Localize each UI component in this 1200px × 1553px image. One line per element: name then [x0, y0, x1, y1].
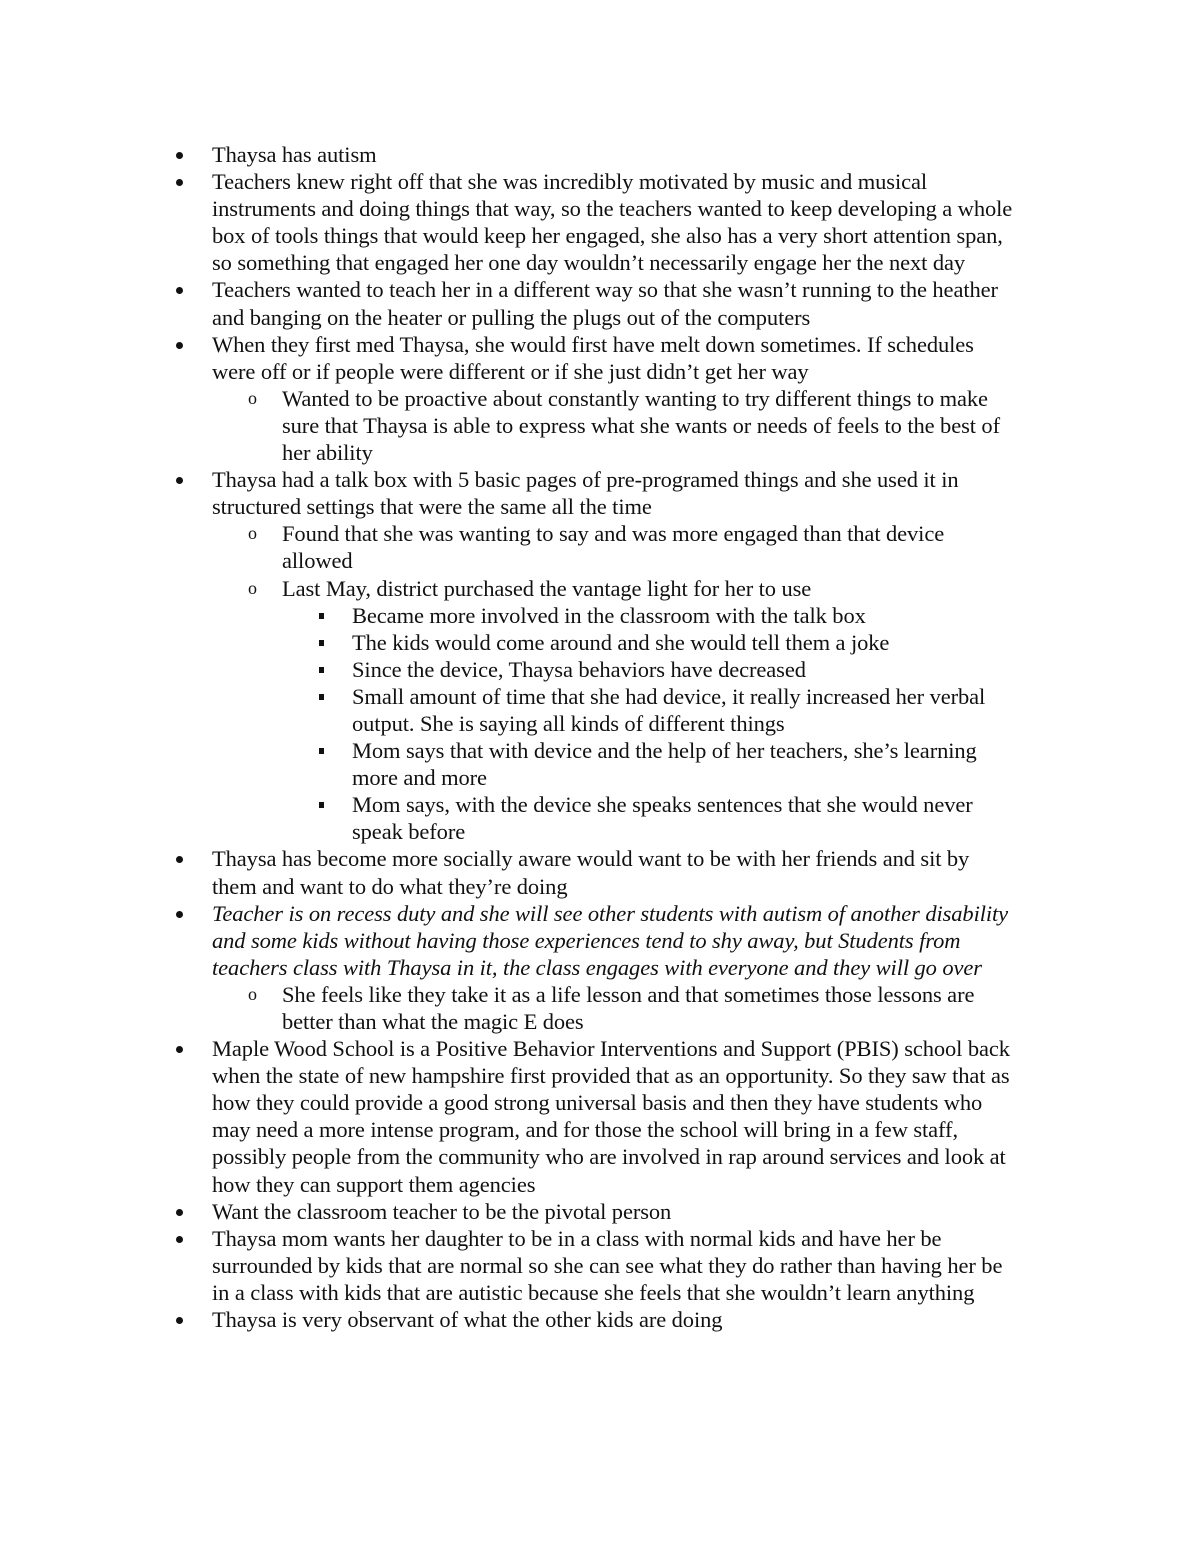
- bullet-icon: [175, 845, 185, 872]
- list-line: [175, 439, 1075, 466]
- list-line: [175, 520, 1075, 547]
- line-text: Thaysa is very observant of what the other kids are doing: [212, 1307, 723, 1333]
- list-line: [175, 1171, 1075, 1198]
- line-text: Thaysa mom wants her daughter to be in a class with normal kids and have her be: [212, 1225, 942, 1251]
- list-line: [175, 873, 1075, 900]
- line-text: teachers class with Thaysa in it, the class engages with everyone and they will go over: [212, 954, 982, 980]
- list-line: [175, 764, 1075, 791]
- line-text: Mom says that with device and the help of her teachers, she’s learning: [352, 738, 977, 764]
- list-line: [175, 656, 1075, 683]
- line-text: Teachers knew right off that she was incredibly motivated by music and musical: [212, 169, 928, 195]
- bullet-icon: [175, 276, 185, 303]
- list-line: [175, 1143, 1075, 1170]
- list-line: [175, 1252, 1075, 1279]
- bullet-icon: [175, 1306, 185, 1333]
- list-line: [175, 629, 1075, 656]
- list-line: [175, 683, 1075, 710]
- list-line: [175, 1089, 1075, 1116]
- line-text: Small amount of time that she had device, it really increased her verbal: [352, 683, 986, 709]
- sub-bullet-marker: o: [248, 523, 257, 544]
- list-line: [175, 466, 1075, 493]
- line-text: speak before: [352, 819, 466, 845]
- line-text: Thaysa has autism: [212, 142, 377, 167]
- line-text: She feels like they take it as a life lesson and that sometimes those lessons are: [282, 981, 975, 1007]
- list-line: [175, 222, 1075, 249]
- bullet-icon: [175, 331, 185, 358]
- list-line: [175, 141, 1075, 168]
- list-line: [175, 1279, 1075, 1306]
- line-text: structured settings that were the same all the time: [212, 494, 652, 520]
- square-bullet-icon: [318, 629, 328, 656]
- line-text: may need a more intense program, and for those the school will bring in a few staff,: [212, 1117, 958, 1143]
- list-line: [175, 547, 1075, 574]
- line-text: and banging on the heater or pulling the plugs out of the computers: [212, 304, 811, 330]
- bullet-icon: [175, 168, 185, 195]
- line-text: Wanted to be proactive about constantly wanting to try different things to make: [282, 385, 988, 411]
- line-text: box of tools things that would keep her engaged, she also has a very short attention span,: [212, 223, 1003, 249]
- list-line: [175, 195, 1075, 222]
- line-text: allowed: [282, 548, 353, 574]
- line-text: surrounded by kids that are normal so she can see what they do rather than having her be: [212, 1252, 1003, 1278]
- bullet-icon: [175, 900, 185, 927]
- list-line: [175, 331, 1075, 358]
- list-line: [175, 1062, 1075, 1089]
- list-line: [175, 981, 1075, 1008]
- list-line: [175, 710, 1075, 737]
- square-bullet-icon: [318, 656, 328, 683]
- list-line: [175, 927, 1075, 954]
- line-text: how they could provide a good strong universal basis and then they have students who: [212, 1090, 983, 1116]
- line-text: were off or if people were different or if she just didn’t get her way: [212, 358, 809, 384]
- line-text: Found that she was wanting to say and was more engaged than that device: [282, 521, 945, 547]
- list-line: [175, 737, 1075, 764]
- line-text: Since the device, Thaysa behaviors have decreased: [352, 656, 806, 682]
- line-text: Became more involved in the classroom with the talk box: [352, 602, 866, 628]
- line-text: Teachers wanted to teach her in a different way so that she wasn’t running to the heather: [212, 277, 998, 303]
- list-line: [175, 575, 1075, 602]
- bullet-icon: [175, 1035, 185, 1062]
- sub-bullet-marker: o: [248, 387, 257, 408]
- line-text: and some kids without having those experiences tend to shy away, but Students from: [212, 927, 961, 953]
- line-text: more and more: [352, 765, 487, 791]
- square-bullet-icon: [318, 683, 328, 710]
- list-line: [175, 412, 1075, 439]
- line-text: them and want to do what they’re doing: [212, 873, 568, 899]
- square-bullet-icon: [318, 791, 328, 818]
- bullet-icon: [175, 466, 185, 493]
- line-text: better than what the magic E does: [282, 1009, 584, 1034]
- list-line: [175, 900, 1075, 927]
- list-line: [175, 1035, 1075, 1062]
- list-line: [175, 845, 1075, 872]
- list-line: [175, 249, 1075, 276]
- list-line: [175, 1306, 1075, 1333]
- sub-bullet-marker: o: [248, 983, 257, 1004]
- bullet-icon: [175, 1225, 185, 1252]
- list-line: [175, 602, 1075, 629]
- line-text: how they can support them agencies: [212, 1171, 536, 1197]
- bullet-icon: [175, 1198, 185, 1225]
- list-line: [175, 1198, 1075, 1225]
- bullet-icon: [175, 141, 185, 168]
- list-line: [175, 818, 1075, 845]
- list-line: [175, 168, 1075, 195]
- notes-bullet-list: [175, 141, 1075, 1333]
- sub-bullet-marker: o: [248, 577, 257, 598]
- list-line: [175, 493, 1075, 520]
- line-text: Maple Wood School is a Positive Behavior Interventions and Support (PBIS) school back: [212, 1036, 1010, 1062]
- list-line: [175, 304, 1075, 331]
- list-line: [175, 1116, 1075, 1143]
- list-line: [175, 954, 1075, 981]
- line-text: when the state of new hampshire first provided that as an opportunity. So they saw that as: [212, 1063, 1010, 1089]
- list-line: [175, 791, 1075, 818]
- line-text: Teacher is on recess duty and she will see other students with autism of another disability: [212, 900, 1009, 926]
- list-line: [175, 385, 1075, 412]
- list-line: [175, 358, 1075, 385]
- line-text: Mom says, with the device she speaks sentences that she would never: [352, 792, 973, 818]
- line-text: Last May, district purchased the vantage light for her to use: [282, 575, 812, 601]
- line-text: possibly people from the community who are involved in rap around services and look at: [212, 1144, 1006, 1170]
- list-line: [175, 1225, 1075, 1252]
- line-text: When they first med Thaysa, she would first have melt down sometimes. If schedules: [212, 331, 974, 357]
- line-text: The kids would come around and she would tell them a joke: [352, 629, 890, 655]
- line-text: Thaysa has become more socially aware would want to be with her friends and sit by: [212, 846, 970, 872]
- line-text: so something that engaged her one day wouldn’t necessarily engage her the next day: [212, 250, 966, 276]
- line-text: sure that Thaysa is able to express what she wants or needs of feels to the best of: [282, 412, 1000, 438]
- line-text: her ability: [282, 440, 373, 466]
- line-text: instruments and doing things that way, so the teachers wanted to keep developing a whole: [212, 196, 1013, 222]
- square-bullet-icon: [318, 602, 328, 629]
- list-line: [175, 276, 1075, 303]
- line-text: in a class with kids that are autistic because she feels that she wouldn’t learn anything: [212, 1279, 975, 1305]
- line-text: Thaysa had a talk box with 5 basic pages of pre-programed things and she used it in: [212, 467, 959, 493]
- square-bullet-icon: [318, 737, 328, 764]
- list-line: [175, 1008, 1075, 1035]
- line-text: Want the classroom teacher to be the pivotal person: [212, 1198, 672, 1224]
- line-text: output. She is saying all kinds of different things: [352, 710, 785, 736]
